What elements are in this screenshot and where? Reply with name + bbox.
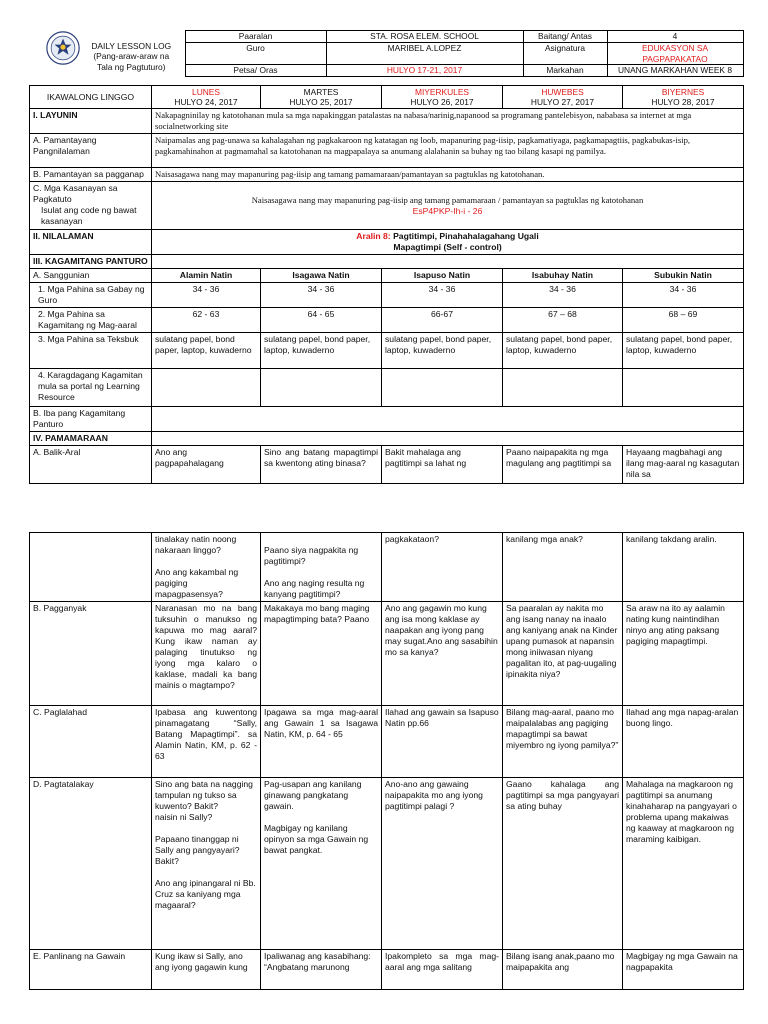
dll-title-line: Tala ng Pagtuturo): [97, 62, 166, 73]
column-header: Isagawa Natin: [261, 269, 382, 283]
row-label-pagtatalakay: D. Pagtatalakay: [30, 778, 152, 950]
row-label-teksbuk: 3. Mga Pahina sa Teksbuk: [30, 333, 152, 369]
table-cell: 34 - 36: [261, 283, 382, 308]
table-cell: Ilahad ang mga napag-aralan buong lingo.: [623, 706, 744, 778]
row-label-karagdagang-kagamitan: 4. Karagdagang Kagamitan mula sa portal ng Learning Resource: [30, 369, 152, 407]
kasanayan-text: Naisasagawa nang may mapanuring pag-iisip ang tamang pamamaraan / pamantayan sa pagtuklas ng katotohanan: [251, 194, 644, 205]
table-cell: [623, 369, 744, 407]
table-cell: Gaano kahalaga ang pagtitimpi sa mga pangyayari sa ating buhay: [503, 778, 623, 950]
header-value-markahan: UNANG MARKAHAN WEEK 8: [607, 65, 743, 77]
table-cell: kanilang takdang aralin.: [623, 533, 744, 602]
row-label-gabay-guro: 1. Mga Pahina sa Gabay ng Guro: [30, 283, 152, 308]
section-label-nilalaman: II. NILALAMAN: [30, 230, 152, 255]
table-cell: Paano siya nagpakita ng pagtitimpi? Ano ang naging resulta ng kanyang pagtitimpi?: [261, 533, 382, 602]
aralin-number: Aralin 8:: [356, 231, 391, 242]
table-cell: Hayaang magbahagi ang ilang mag-aaral ng kasagutan nila sa: [623, 446, 744, 484]
day-header: [623, 86, 744, 109]
layunin-text: Nakapagninilay ng katotohanan mula sa mga napakinggan patalastas na nabasa/narinig,napanood sa programang pantelebisyon, nababasa sa internet at mga socialnetworking site: [152, 109, 744, 134]
label-kasanayan: [30, 182, 152, 230]
table-cell: Ano ang gagawin mo kung ang isa mong kaklase ay naapakan ang iyong pang may sugat.Ano ang sasabihin mo sa kanya?: [382, 602, 503, 706]
label-pamantayang-pangnilalaman: A. Pamantayang Pangnilalaman: [30, 134, 152, 168]
header-value-asignatura: EDUKASYON SA PAGPAPAKATAO: [607, 42, 743, 65]
dll-title-line: (Pang-araw-araw na: [93, 51, 170, 62]
table-cell: [152, 369, 261, 407]
week-label: IKAWALONG LINGGO: [30, 86, 152, 109]
table-cell: pagkakataon?: [382, 533, 503, 602]
table-cell: 64 - 65: [261, 308, 382, 333]
row-label-kagamitan-mag-aaral: 2. Mga Pahina sa Kagamitang ng Mag-aaral: [30, 308, 152, 333]
day-date: HULYO 28, 2017: [651, 97, 715, 108]
nilalaman-cell: [152, 230, 744, 255]
row-label-paglalahad: C. Paglalahad: [30, 706, 152, 778]
table-cell: 34 - 36: [623, 283, 744, 308]
table-cell: [261, 369, 382, 407]
table-cell: Ipaliwanag ang kasabihang: “Angbatang marunong: [261, 950, 382, 990]
header-label-guro: Guro: [185, 42, 326, 65]
table-cell: 62 - 63: [152, 308, 261, 333]
day-date: HULYO 27, 2017: [530, 97, 595, 108]
table-cell: Ipakompleto sa mga mag-aaral ang mga salitang: [382, 950, 503, 990]
section-label-pamamaraan: IV. PAMAMARAAN: [30, 432, 152, 446]
table-cell: Magbigay ng mga Gawain na nagpapakita: [623, 950, 744, 990]
header-value-guro: MARIBEL A.LOPEZ: [326, 42, 523, 65]
table-cell: Ipabasa ang kuwentong pinamagatang “Sally, Batang Mapagtimpi”. sa Alamin Natin, KM, p. 62 - 63: [152, 706, 261, 778]
row-label-balik-aral: A. Balik-Aral: [30, 446, 152, 484]
table-cell: Mahalaga na magkaroon ng pagtitimpi sa anumang kinahaharap na pangyayari o problema upang makaiwas ng kaaway at magkaroon ng maraming kaibigan.: [623, 778, 744, 950]
pamantayang-pangnilalaman-text: Naipamalas ang pag-unawa sa kahalagahan ng pagkakaroon ng katatagan ng loob, mapanuring pag-iisip, pagkamatiyaga, pagkamapagtiis, pagkabukas-isip, pagkamahinahon at pagmamahal sa katotohanan na magpapalaya sa anumang alalahanin sa buhay ng tao bilang kasapi ng pamilya.: [152, 134, 744, 168]
table-cell: 34 - 36: [503, 283, 623, 308]
table-cell: [382, 369, 503, 407]
header-table: [29, 30, 744, 87]
table-cell: sulatang papel, bond paper, laptop, kuwaderno: [503, 333, 623, 369]
column-header: Isapuso Natin: [382, 269, 503, 283]
table-cell: 68 – 69: [623, 308, 744, 333]
table-cell: Bilang isang anak,paano mo maipapakita ang: [503, 950, 623, 990]
day-date: HULYO 26, 2017: [410, 97, 474, 108]
lesson-table-page-2: [29, 532, 744, 990]
column-header: Alamin Natin: [152, 269, 261, 283]
day-name: BIYERNES: [661, 87, 705, 97]
day-header: [152, 86, 261, 109]
table-cell: kanilang mga anak?: [503, 533, 623, 602]
kasanayan-sublabel: Isulat ang code ng bawat kasanayan: [41, 205, 137, 227]
label-pamantayan-pagganap: B. Pamantayan sa pagganap: [30, 168, 152, 182]
lesson-table-page-1: [29, 85, 744, 484]
row-label-pagganyak: B. Pagganyak: [30, 602, 152, 706]
table-cell: Ilahad ang gawain sa Isapuso Natin pp.66: [382, 706, 503, 778]
row-label-iba-pang-kagamitan: B. Iba pang Kagamitang Panturo: [30, 407, 152, 432]
kasanayan-cell: [152, 182, 744, 230]
table-cell: Paano naipapakita ng mga magulang ang pagtitimpi sa: [503, 446, 623, 484]
header-value-baitang: 4: [607, 31, 743, 43]
table-cell: Pag-usapan ang kanilang ginawang pangkatang gawain. Magbigay ng kanilang opinyon sa mga Gawain ng bawat pangkat.: [261, 778, 382, 950]
table-cell: Kung ikaw si Sally, ano ang iyong gagawin kung: [152, 950, 261, 990]
header-label-petsa: Petsa/ Oras: [185, 65, 326, 77]
table-cell: Sa araw na ito ay aalamin nating kung naintindihan ninyo ang ating paksang pagiging mapagtimpi.: [623, 602, 744, 706]
column-header: Isabuhay Natin: [503, 269, 623, 283]
header-label-asignatura: Asignatura: [523, 42, 607, 65]
aralin-title: Pagtitimpi, Pinahahalagahang Ugali: [393, 231, 539, 242]
header-value-petsa: HULYO 17-21, 2017: [326, 65, 523, 77]
pamantayan-pagganap-text: Naisasagawa nang may mapanuring pag-iisip ang tamang pamamaraan/pamantayan sa pagtuklas ng katotohanan.: [152, 168, 744, 182]
aralin-subtitle: Mapagtimpi (Self - control): [393, 242, 502, 253]
header-label-paaralan: Paaralan: [185, 31, 326, 43]
table-cell: Bakit mahalaga ang pagtitimpi sa lahat ng: [382, 446, 503, 484]
day-name: HUWEBES: [541, 87, 584, 97]
dll-title-line: DAILY LESSON LOG: [91, 40, 172, 51]
kasanayan-label: C. Mga Kasanayan sa Pagkatuto: [33, 183, 118, 205]
table-cell: Bilang mag-aaral, paano mo maipalalabas ang pagiging mapagtimpi sa bawat miyembro ng iyong pamilya?”: [503, 706, 623, 778]
table-cell: Ipagawa sa mga mag-aaral ang Gawain 1 sa Isagawa Natin, KM, p. 64 - 65: [261, 706, 382, 778]
table-cell: Ano-ano ang gawaing naipapakita mo ang iyong pagtitimpi palagi ?: [382, 778, 503, 950]
header-label-baitang: Baitang/ Antas: [523, 31, 607, 43]
table-cell: sulatang papel, bond paper, laptop, kuwaderno: [261, 333, 382, 369]
day-header: [503, 86, 623, 109]
header-value-paaralan: STA. ROSA ELEM. SCHOOL: [326, 31, 523, 43]
label-sanggunian: A. Sanggunian: [30, 269, 152, 283]
row-label-panlinang-na-gawain: E. Panlinang na Gawain: [30, 950, 152, 990]
table-cell: Naranasan mo na bang tuksuhin o manukso ng kapuwa mo mag aaral? Kung ikaw naman ay palaging tinutukso ng iyong mga kalaro o kaklase, madali ka bang mainis o magtampo?: [152, 602, 261, 706]
kasanayan-code: EsP4PKP-Ih-i - 26: [412, 205, 483, 216]
column-header: Subukin Natin: [623, 269, 744, 283]
table-cell: Ano ang pagpapahalagang: [152, 446, 261, 484]
day-name: MIYERKULES: [415, 87, 469, 97]
header-label-markahan: Markahan: [523, 65, 607, 77]
dll-title: [29, 31, 185, 88]
table-cell: sulatang papel, bond paper, laptop, kuwaderno: [382, 333, 503, 369]
table-cell: Makakaya mo bang maging mapagtimping bata? Paano: [261, 602, 382, 706]
table-cell: 34 - 36: [152, 283, 261, 308]
table-cell: sulatang papel, bond paper, laptop, kuwaderno: [623, 333, 744, 369]
table-cell: 67 – 68: [503, 308, 623, 333]
section-label-layunin: I. LAYUNIN: [30, 109, 152, 134]
day-date: HULYO 25, 2017: [289, 97, 353, 108]
table-cell: Sino ang batang mapagtimpi sa kwentong ating binasa?: [261, 446, 382, 484]
day-date: HULYO 24, 2017: [174, 97, 238, 108]
table-cell: 66-67: [382, 308, 503, 333]
day-header: [382, 86, 503, 109]
day-name: LUNES: [192, 87, 220, 97]
table-cell: Sa paaralan ay nakita mo ang isang nanay na inaalo ang kaniyang anak na Kinder upang pumasok at napansin mong iniiwasan niyang pagalitan ito, at pag-uugaling ipinakita niya?: [503, 602, 623, 706]
table-cell: [503, 369, 623, 407]
day-name: MARTES: [303, 87, 339, 97]
table-cell: sulatang papel, bond paper, laptop, kuwaderno: [152, 333, 261, 369]
table-cell: Sino ang bata na nagging tampulan ng tukso sa kuwento? Bakit? naisin ni Sally? Papaano tinanggap ni Sally ang pangyayari? Bakit? Ano ang ipinangaral ni Bb. Cruz sa kaniyang mga magaaral?: [152, 778, 261, 950]
day-header: [261, 86, 382, 109]
table-cell: 34 - 36: [382, 283, 503, 308]
section-label-kagamitan: III. KAGAMITANG PANTURO: [30, 255, 152, 269]
table-cell: tinalakay natin noong nakaraan linggo? Ano ang kakambal ng pagiging mapagpasensya?: [152, 533, 261, 602]
